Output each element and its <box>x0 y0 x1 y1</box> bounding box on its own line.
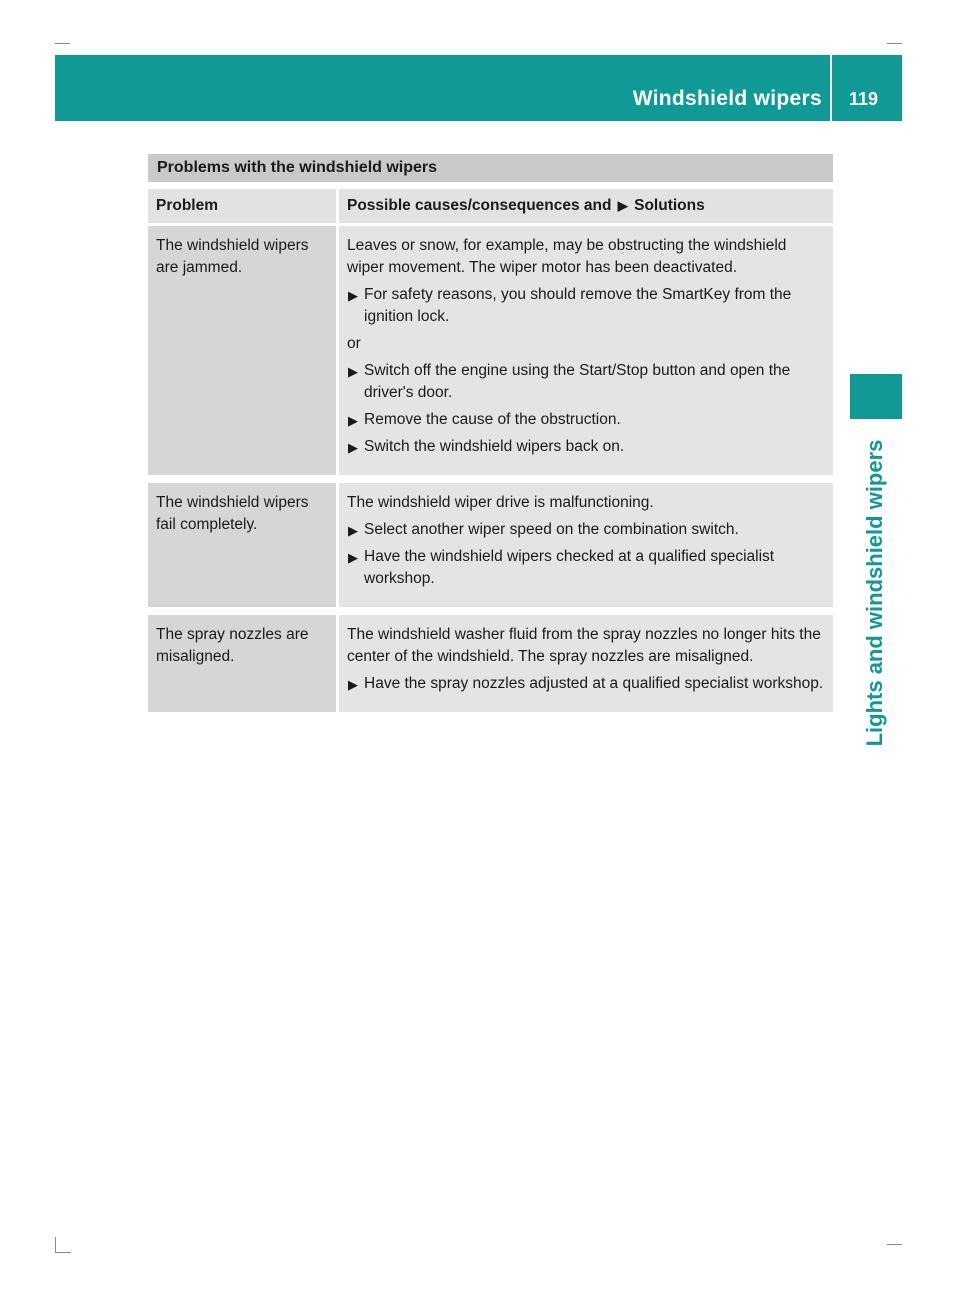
column-header-problem: Problem <box>148 189 338 225</box>
arrow-icon: ▶ <box>348 677 358 692</box>
cause-text: Leaves or snow, for example, may be obstructing the windshield wiper movement. The wiper motor has been deactivated. <box>347 237 787 276</box>
action-step <box>347 519 825 541</box>
table-row <box>148 611 833 716</box>
column-header-solutions <box>338 189 834 225</box>
arrow-icon: ▶ <box>348 364 358 379</box>
step-text: Have the windshield wipers checked at a qualified specialist workshop. <box>364 548 775 587</box>
action-step <box>347 546 825 590</box>
arrow-icon: ▶ <box>348 440 358 455</box>
step-text: For safety reasons, you should remove the SmartKey from the ignition lock. <box>364 286 792 325</box>
step-text: Select another wiper speed on the combination switch. <box>364 521 739 538</box>
solution-cell <box>338 479 834 611</box>
problem-cell: The windshield wipers fail completely. <box>148 479 338 611</box>
step-text: Remove the cause of the obstruction. <box>364 411 621 428</box>
side-tab-marker <box>850 374 902 419</box>
page-header <box>55 55 902 121</box>
crop-mark <box>887 43 902 44</box>
column-header-solutions-prefix: Possible causes/consequences and <box>347 197 612 214</box>
problem-cell: The spray nozzles are misaligned. <box>148 611 338 716</box>
side-tab-label: Lights and windshield wipers <box>862 439 887 747</box>
arrow-icon: ▶ <box>348 550 358 565</box>
header-section-title: Windshield wipers <box>632 87 822 110</box>
solution-cell <box>338 611 834 716</box>
arrow-icon: ▶ <box>617 198 628 213</box>
section-title: Problems with the windshield wipers <box>148 154 833 182</box>
step-text: Switch the windshield wipers back on. <box>364 438 625 455</box>
column-header-solutions-suffix: Solutions <box>634 197 705 214</box>
cause-text: The windshield wiper drive is malfunctioning. <box>347 494 654 511</box>
page-number: 119 <box>848 89 878 109</box>
solution-cell <box>338 225 834 480</box>
table-row <box>148 225 833 480</box>
arrow-icon: ▶ <box>348 288 358 303</box>
or-separator: or <box>347 335 361 352</box>
action-step <box>347 436 825 458</box>
problems-table <box>148 189 833 720</box>
crop-mark <box>55 1237 56 1252</box>
table-row <box>148 479 833 611</box>
step-text: Have the spray nozzles adjusted at a qualified specialist workshop. <box>364 675 824 692</box>
crop-mark <box>887 1244 902 1245</box>
action-step <box>347 360 825 404</box>
action-step <box>347 284 825 328</box>
arrow-icon: ▶ <box>348 523 358 538</box>
action-step <box>347 673 825 695</box>
header-divider <box>830 55 832 121</box>
crop-mark <box>55 43 70 44</box>
problem-cell: The windshield wipers are jammed. <box>148 225 338 480</box>
action-step <box>347 409 825 431</box>
arrow-icon: ▶ <box>348 413 358 428</box>
step-text: Switch off the engine using the Start/Stop button and open the driver's door. <box>364 362 791 401</box>
side-chapter-tab <box>848 428 902 758</box>
crop-mark <box>55 1252 71 1253</box>
table-header-row <box>148 189 833 225</box>
cause-text: The windshield washer fluid from the spray nozzles no longer hits the center of the windshield. The spray nozzles are misaligned. <box>347 626 821 665</box>
